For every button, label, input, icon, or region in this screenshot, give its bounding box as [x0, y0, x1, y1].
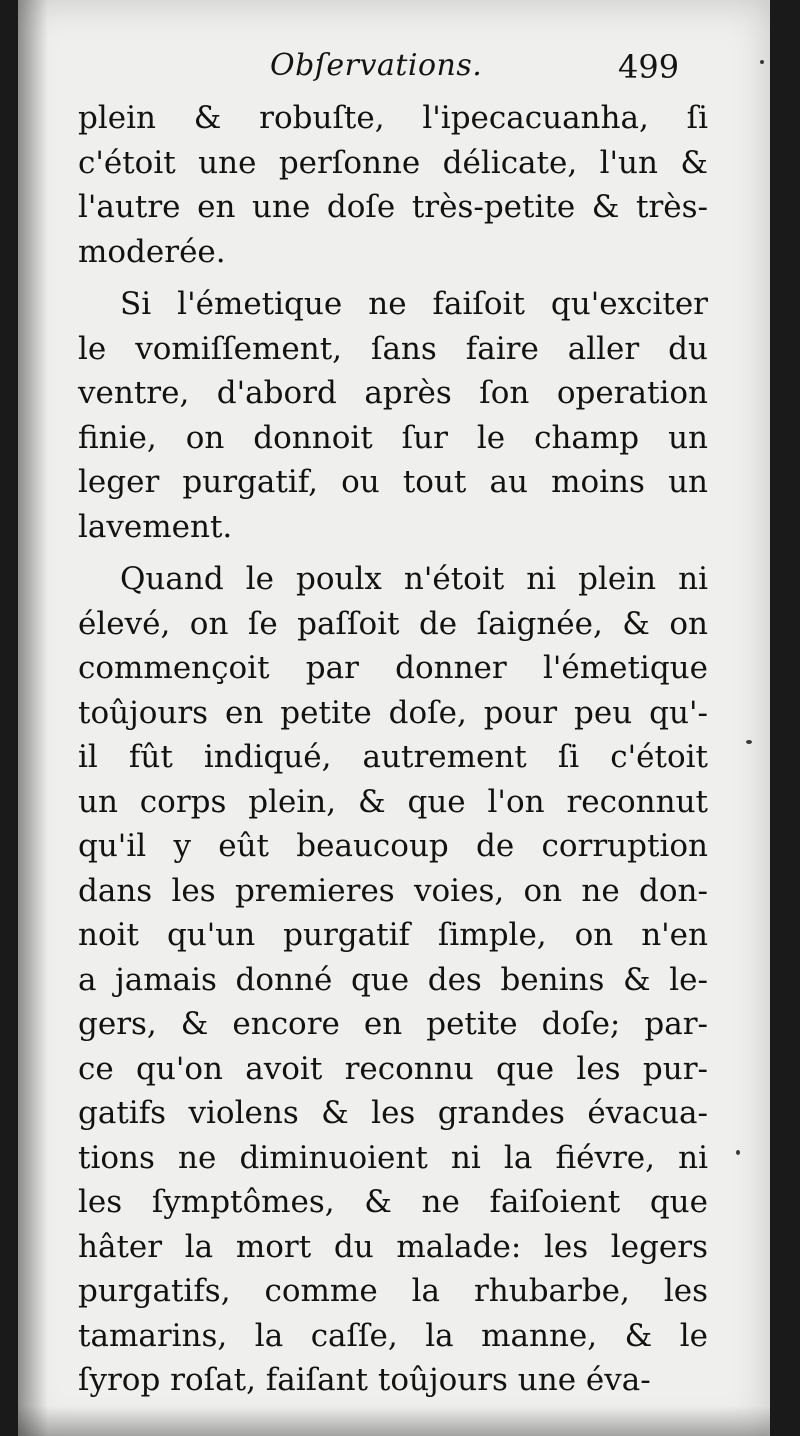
paragraph: [78, 96, 708, 274]
text-line: dans les premieres voies, on ne don-: [78, 872, 708, 909]
text-line: le vomiſſement, ſans faire aller du: [78, 330, 708, 367]
text-line: commençoit par donner l'émetique: [78, 650, 708, 686]
body-text: [78, 96, 708, 1403]
text-line: c'étoit une perſonne délicate, l'un &: [78, 144, 708, 181]
text-line: lavement.: [78, 508, 233, 545]
page-number: 499: [618, 48, 680, 86]
text-line: plein & robuſte, l'ipecacuanha, ſi: [78, 100, 708, 136]
text-line: tamarins, la caſſe, la manne, & le: [78, 1317, 708, 1354]
text-line: a jamais donné que des benins & le-: [78, 961, 708, 998]
page-header: [18, 44, 770, 94]
paragraph-gap: [78, 274, 708, 282]
text-line: il fût indiqué, autrement ſi c'étoit: [78, 739, 708, 775]
paragraph-gap: [78, 549, 708, 557]
text-line: ce qu'on avoit reconnu que les pur-: [78, 1050, 708, 1087]
text-line: les ſymptômes, & ne faiſoient que: [78, 1184, 708, 1220]
page-bottom-shadow: [18, 1406, 770, 1436]
text-line: gatifs violens & les grandes évacua-: [78, 1095, 708, 1131]
text-line: finie, on donnoit ſur le champ un: [78, 419, 708, 456]
text-line: gers, & encore en petite doſe; par-: [78, 1006, 708, 1042]
text-line: moderée.: [78, 233, 226, 270]
text-line: ventre, d'abord après ſon operation: [78, 375, 708, 411]
text-line: leger purgatif, ou tout au moins un: [78, 464, 708, 500]
text-line: hâter la mort du malade: les legers: [78, 1228, 708, 1265]
text-line: Quand le poulx n'étoit ni plein ni: [120, 561, 708, 597]
text-line: élevé, on ſe paſſoit de ſaignée, & on: [78, 605, 708, 642]
page-gutter-shadow: [18, 0, 48, 1436]
text-line: toûjours en petite doſe, pour peu qu'-: [78, 694, 708, 731]
text-line: tions ne diminuoient ni la fiévre, ni: [78, 1139, 708, 1176]
text-line: qu'il y eût beaucoup de corruption: [78, 828, 708, 864]
text-line: noit qu'un purgatif ſimple, on n'en: [78, 917, 708, 953]
ink-speck: [746, 740, 752, 744]
text-line: l'autre en une doſe très-petite & très-: [78, 189, 708, 225]
text-line: purgatifs, comme la rhubarbe, les: [78, 1273, 708, 1309]
paragraph: [78, 282, 708, 549]
ink-speck: [760, 60, 764, 64]
book-page: [18, 0, 770, 1436]
text-line: un corps plein, & que l'on reconnut: [78, 783, 708, 820]
running-title: Obſervations.: [270, 48, 483, 83]
text-line: Si l'émetique ne faiſoit qu'exciter: [120, 286, 708, 322]
ink-speck: [736, 1150, 740, 1155]
paragraph: [78, 557, 708, 1403]
text-line: ſyrop roſat, faiſant toûjours une éva-: [78, 1362, 651, 1398]
